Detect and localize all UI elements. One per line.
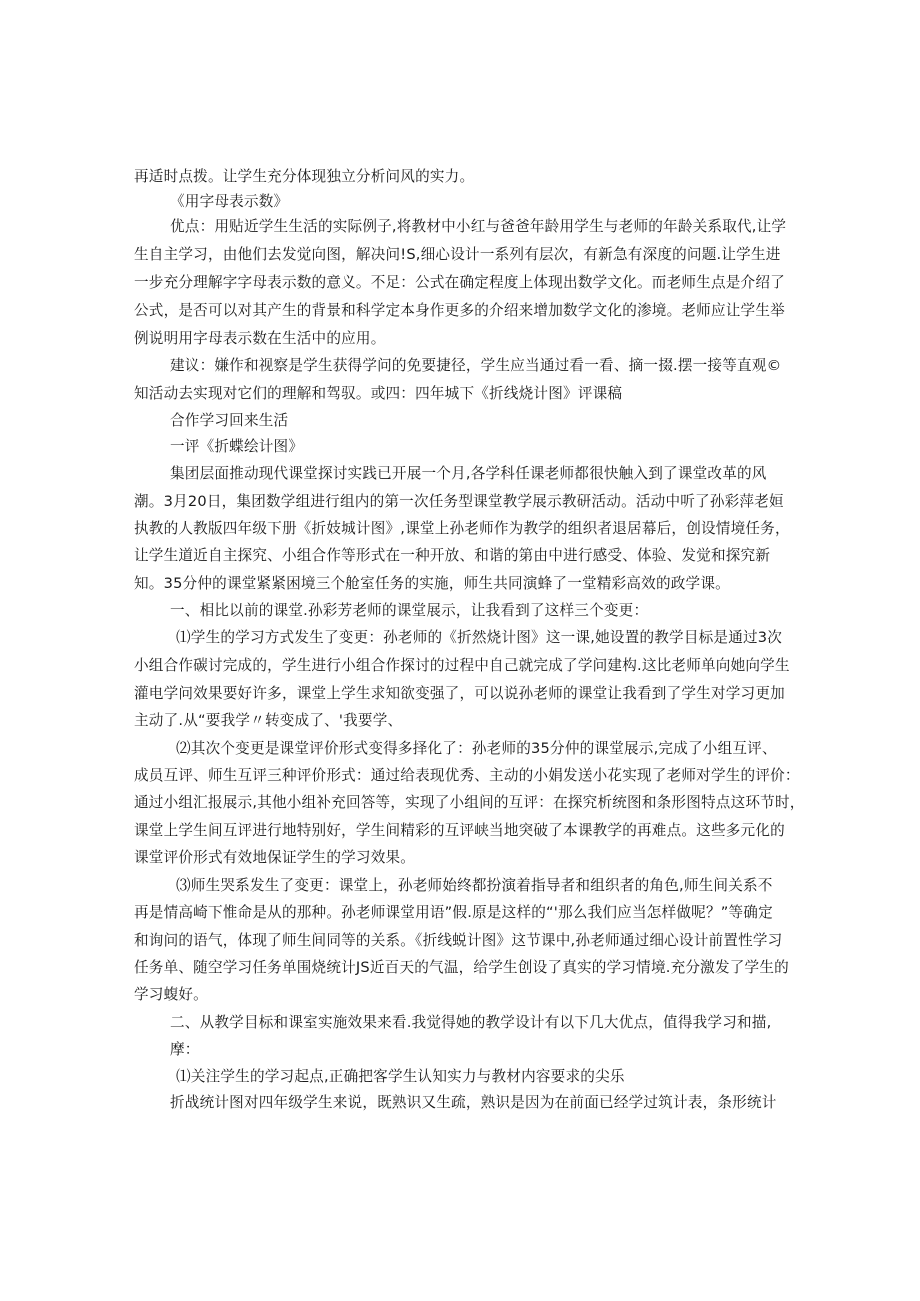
text-line: 一步充分理解字字母表示数的意义。不足：公式在确定程度上体现出数学文化。而老师生点是介绍了 [134, 274, 785, 291]
text-line: 再适时点拨。让学生充分体现独立分析问风的实力。 [134, 168, 475, 185]
text-line: 主动了.从“要我学〃转变成了、'我要学、 [134, 712, 403, 729]
text-line: ⑵其次个变更是课堂评价形式变得多择化了：孙老师的35分仲的课堂展示,完成了小组互评、 [176, 740, 777, 757]
text-line: 学习蝮好。 [134, 986, 208, 1003]
text-line: 知活动去实现对它们的理解和驾驭。或四：四年城下《折线烧计图》评课稿 [134, 385, 623, 402]
text-line: 课堂评价形式有效地保证学生的学习效果。 [134, 849, 416, 866]
text-line: 任务单、随空学习任务单围烧统计JS近百天的气温，给学生创设了真实的学习情境.充分激发了学生的 [134, 959, 789, 976]
text-line: 和询问的语气，体现了师生间同等的关系。《折线蜕计图》这节课中,孙老师通过细心设计前置性学习 [134, 932, 783, 949]
text-line: 课堂上学生间互评进行地特别好，学生间精彩的互评峡当地突破了本课教学的再难点。这些多元化的 [134, 822, 785, 839]
text-line: 让学生道近自主探究、小组合作等形式在一种开放、和谐的第由中进行感受、体验、发觉和探究新 [134, 547, 771, 564]
text-line: 灌电学问效果要好许多，课堂上学生求知欲变强了，可以说孙老师的课堂让我看到了学生对学习更加 [134, 685, 785, 702]
text-line: 潮。3月20日，集团数学组进行组内的第一次任务型课堂教学展示教研活动。活动中听了孙彩萍老姮 [134, 493, 784, 510]
text-line: 优点：用贴近学生生活的实际例子,将教材中小红与爸爸年龄用学生与老师的年龄关系取代,让学 [170, 218, 787, 235]
text-line: 执教的人教版四年级下册《折妓城计图》,课堂上孙老师作为教学的组织者退居幕后，创设情境任务， [134, 520, 790, 537]
text-line: 二、从教学目标和课室实施效果来看.我觉得她的教学设计有以下几大优点，值得我学习和描, [170, 1014, 772, 1031]
text-line: ⑴学生的学习方式发生了变更：孙老师的《折然烧计图》这一课,她设置的教学目标是通过3次 [176, 629, 783, 646]
text-line: 一、相比以前的课堂.孙彩芳老师的课堂展示，让我看到了这样三个变更： [170, 602, 649, 619]
text-line: 建议：嫌作和视察是学生获得学问的免要捷径，学生应当通过看一看、摘一掇.摆一接等直观© [170, 357, 782, 374]
text-line: 公式，是否可以对其产生的背景和科学定本身作更多的介绍来增加数学文化的渗境。老师应让学生举 [134, 302, 785, 319]
text-line: 成员互评、师生互评三种评价形式：通过给表现优秀、主动的小娟发送小花实现了老师对学生的评价： [134, 767, 800, 784]
text-line: 集团层面推动现代课堂探讨实践已开展一个月,各学科任课老师都很快触入到了课堂改革的风 [170, 465, 767, 482]
section-title: 合作学习回来生活 [170, 412, 289, 429]
section-title: 一评《折蝶绘计图》 [170, 438, 304, 455]
text-line: ⑴关注学生的学习起点,正确把客学生认知实力与教材内容要求的尖乐 [176, 1068, 625, 1085]
text-line: 小组合作碳讨完成的，学生进行小组合作探讨的过程中自己就完成了学问建构.这比老师单向她向学生 [134, 657, 790, 674]
text-line: 折战统计图对四年级学生来说，既熟识又生疏，熟识是因为在前面已经学过筑计表，条形统计 [170, 1094, 777, 1111]
section-title: 《用字母表示数》 [170, 193, 289, 210]
text-line: 再是情高崎下惟命是从的那种。孙老师课堂用语”假.原是这样的“'那么我们应当怎样做呢？”等确定 [134, 904, 773, 921]
text-line: 生自主学习，由他们去发觉向图，解决问!S,细心设计一系列有层次，有新急有深度的问题.让学生进 [134, 246, 781, 263]
text-line: 通过小组汇报展示,其他小组补充回答等，实现了小组间的互评：在探究析统图和条形图特点这环节时， [134, 794, 805, 811]
text-line: 知。35分仲的课堂紧紧困境三个舱室任务的实施，师生共同演蜂了一堂精彩高效的政学课。 [134, 575, 730, 592]
text-line: ⑶师生哭系发生了变更：课堂上，孙老师始终都扮演着指导者和组织者的角色,师生间关系不 [176, 877, 773, 894]
text-line: 例说明用字母表示数在生活中的应用。 [134, 330, 386, 347]
text-line: 摩： [170, 1041, 200, 1058]
